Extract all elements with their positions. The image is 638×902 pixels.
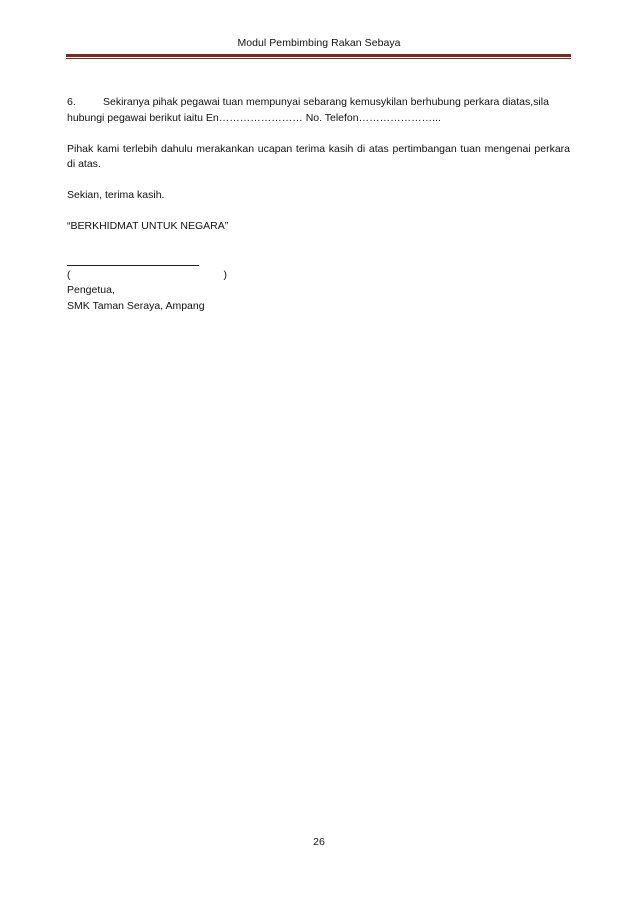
letter-body <box>67 95 570 314</box>
school-name: SMK Taman Seraya, Ampang <box>67 299 205 312</box>
signatory-title: Pengetua, <box>67 284 115 296</box>
page-number: 26 <box>313 836 325 848</box>
page-header-title: Modul Pembimbing Rakan Sebaya <box>237 37 401 49</box>
signature-line <box>67 265 199 266</box>
header-rule-thin <box>66 58 571 59</box>
item-6-text-line1: Sekiranya pihak pegawai tuan mempunyai sebarang kemusykilan berhubung perkara diatas,sila <box>103 96 549 108</box>
item-6-number: 6. <box>67 96 76 108</box>
closing-text: Sekian, terima kasih. <box>67 189 165 201</box>
item-6-text-line2: hubungi pegawai berikut iaitu En…………………… No. Telefon…………………... <box>67 111 441 124</box>
motto-text: “BERKHIDMAT UNTUK NEGARA” <box>67 220 229 232</box>
paren-open: ( <box>67 268 71 281</box>
header-rule-thick <box>66 54 571 57</box>
name-parentheses <box>67 268 227 284</box>
signature-block <box>67 268 570 315</box>
item-6-paragraph <box>67 95 570 126</box>
thanks-paragraph: Pihak kami terlebih dahulu merakankan ucapan terima kasih di atas pertimbangan tuan mengenai perkara di atas. <box>67 142 570 170</box>
paren-close: ) <box>223 268 227 281</box>
